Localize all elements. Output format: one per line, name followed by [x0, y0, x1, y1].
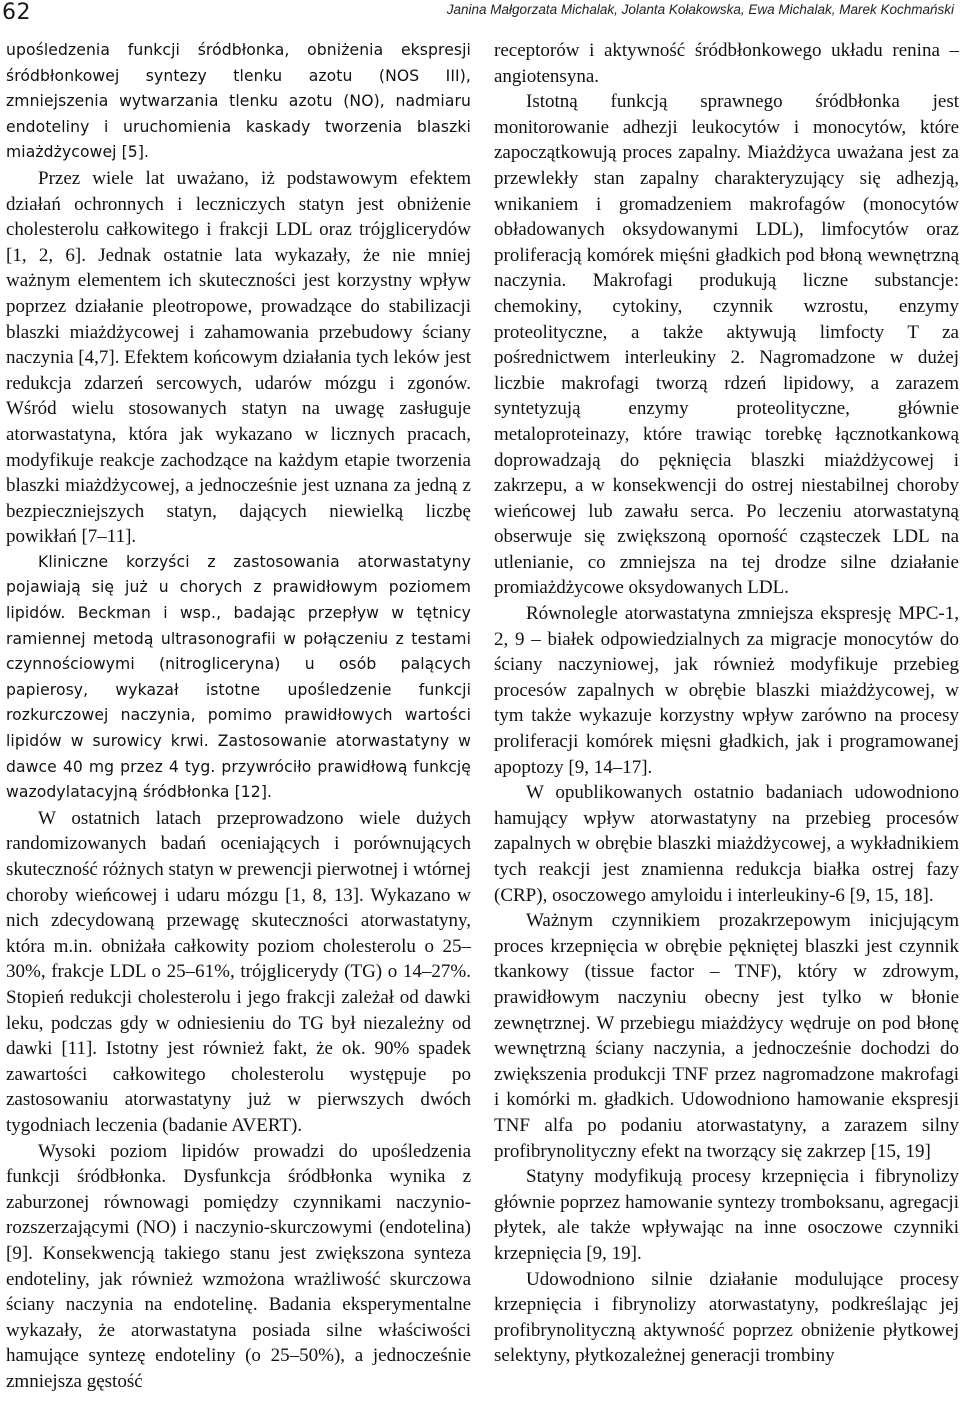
right-column: [494, 38, 959, 1369]
paragraph: Statyny modyfikują procesy krzepnięcia i fibrynolizy głównie poprzez hamowanie syntezy tromboksanu, agregacji płytek, ale także wpływając na inne osoczowe czynniki krzepnięcia [9, 19].: [494, 1166, 959, 1264]
left-column: [6, 38, 471, 1394]
running-header-authors: Janina Małgorzata Michalak, Jolanta Kołakowska, Ewa Michalak, Marek Kochmański: [446, 2, 954, 17]
page-number: 62: [2, 0, 31, 25]
paragraph: W ostatnich latach przeprowadzono wiele dużych randomizowanych badań oceniających i porównujących skuteczność różnych statyn w prewencji pierwotnej i wtórnej choroby wieńcowej i udaru mózgu [1, 8, 13]. Wykazano w nich zdecydowaną przewagę skuteczności atorwastatyny, która m.in. obniżała całkowity poziom cholesterolu o 25–30%, frakcje LDL o 25–61%, trójglicerydy (TG) o 14–27%. Stopień redukcji cholesterolu i jego frakcji zależał od dawki leku, podczas gdy w odniesieniu do TG był niezależny od dawki [11]. Istotny jest również fakt, że ok. 90% spadek zawartości całkowitego cholesterolu występuje po zastosowaniu atorwastatyny już w pierwszych dwóch tygodniach leczenia (badanie AVERT).: [6, 807, 471, 1136]
paragraph: Istotną funkcją sprawnego śródbłonka jest monitorowanie adhezji leukocytów i monocytów, które zapoczątkowują proces zapalny. Miażdżyca uważana jest za przewlekły stan zapalny charakteryzujący się adhezją, wnikaniem i gromadzeniem makrofagów (monocytów obładowanych oksydowanymi LDL), limfocytów oraz proliferacją komórek mięśni gładkich pod błoną wewnętrzną naczynia. Makrofagi produkują liczne substancje: chemokiny, cytokiny, czynnik wzrostu, enzymy proteolityczne, a także aktywują limfocty T za pośrednictwem interleukiny 2. Nagromadzone w dużej liczbie makrofagi tworzą rdzeń lipidowy, a zarazem syntetyzują enzymy proteolityczne, głównie metaloproteinazy, które trawiąc torebkę łącznotkankową doprowadzają do pęknięcia blaszki miażdżycowej i zakrzepu, a w konsekwencji do ostrej niestabilnej choroby wieńcowej lub zawału serca. Po leczeniu atorwastatyną obserwuje się zwiększoną oporność cząsteczek LDL na utlenianie, co zmniejsza na tej drodze silne działanie promiażdżycowe oksydowanych LDL.: [494, 91, 959, 599]
paragraph: Udowodniono silnie działanie modulujące procesy krzepnięcia i fibrynolizy atorwastatyny, podkreślając jej profibrynolityczną aktywność poprzez obniżenie płytkowej selektyny, płytkozależnej generacji trombiny: [494, 1268, 959, 1367]
paragraph: upośledzenia funkcji śródbłonka, obniżenia ekspresji śródbłonkowej syntezy tlenku azotu (NOS III), zmniejszenia wytwarzania tlenku azotu (NO), nadmiaru endoteliny i uruchomienia kaskady tworzenia blaszki miażdżycowej [5].: [6, 41, 471, 162]
paragraph: Kliniczne korzyści z zastosowania atorwastatyny pojawiają się już u chorych z prawidłowym poziomem lipidów. Beckman i wsp., badając przepływ w tętnicy ramiennej metodą ultrasonografii w połączeniu z testami czynnościowymi (nitrogliceryna) u osób palących papierosy, wykazał istotne upośledzenie funkcji rozkurczowej naczynia, pomimo prawidłowych wartości lipidów w surowicy krwi. Zastosowanie atorwastatyny w dawce 40 mg przez 4 tyg. przywróciło prawidłową funkcję wazodylatacyjną śródbłonka [12].: [6, 552, 471, 802]
paragraph: W opublikowanych ostatnio badaniach udowodniono hamujący wpływ atorwastatyny na przebieg procesów zapalnych w obrębie blaszki miażdżycowej, a wykładnikiem tych reakcji jest znamienna redukcja białka ostrej fazy (CRP), osoczowego amyloidu i interleukiny-6 [9, 15, 18].: [494, 782, 959, 906]
paragraph: Wysoki poziom lipidów prowadzi do upośledzenia funkcji śródbłonka. Dysfunkcja śródbłonka wynika z zaburzonej równowagi pomiędzy czynnikami naczynio-rozszerzającymi (NO) i naczynio-skurczowymi (endotelina) [9]. Konsekwencją takiego stanu jest zwiększona synteza endoteliny, jak również wzmożona wrażliwość skurczowa ściany naczynia na endotelinę. Badania eksperymentalne wykazały, że atorwastatyna posiada silne właściwości hamujące syntezę endoteliny (o 25–50%), a jednocześnie zmniejsza gęstość: [6, 1140, 471, 1392]
paragraph: receptorów i aktywność śródbłonkowego układu renina – angiotensyna.: [494, 40, 959, 87]
paragraph: Równolegle atorwastatyna zmniejsza ekspresję MPC-1, 2, 9 – białek odpowiedzialnych za migracje monocytów do ściany naczyniowej, jak również modyfikuje przebieg procesów zapalnych w obrębie blaszki miażdżycowej, w tym także wykazuje korzystny wpływ zarówno na procesy proliferacji komórek mięsni gładkich, jak i programowanej apoptozy [9, 14–17].: [494, 603, 959, 778]
paragraph: Ważnym czynnikiem prozakrzepowym inicjującym proces krzepnięcia w obrębie pękniętej blaszki jest czynnik tkankowy (tissue factor – TNF), który w zdrowym, prawidłowym naczyniu obecny jest tylko w błonie zewnętrznej. W przebiegu miażdżycy wędruje on pod błonę wewnętrzną ściany naczynia, a jednocześnie dochodzi do zwiększenia produkcji TNF przez nagromadzone makrofagi i komórki m. gładkich. Udowodniono hamowanie ekspresji TNF alfa po podaniu atorwastatyny, a zarazem silny profibrynolityczny efekt na tworzący się zakrzep [15, 19]: [494, 910, 959, 1162]
paragraph: Przez wiele lat uważano, iż podstawowym efektem działań ochronnych i leczniczych statyn jest obniżenie cholesterolu całkowitego i frakcji LDL oraz trójglicerydów [1, 2, 6]. Jednak ostatnie lata wykazały, że nie mniej ważnym elementem ich skuteczności jest korzystny wpływ poprzez działanie pleotropowe, prowadzące do stabilizacji blaszki miażdżycowej i zahamowania przebudowy ściany naczynia [4,7]. Efektem końcowym działania tych leków jest redukcja zdarzeń sercowych, udarów mózgu i zgonów. Wśród wielu stosowanych statyn na uwagę zasługuje atorwastatyna, która jak wykazano w licznych pracach, modyfikuje reakcje zachodzące na każdym etapie tworzenia blaszki miażdżycowej, a jednocześnie jest uznana za jedną z bezpieczniejszych statyn, dających niewielką liczbę powikłań [7–11].: [6, 167, 471, 548]
